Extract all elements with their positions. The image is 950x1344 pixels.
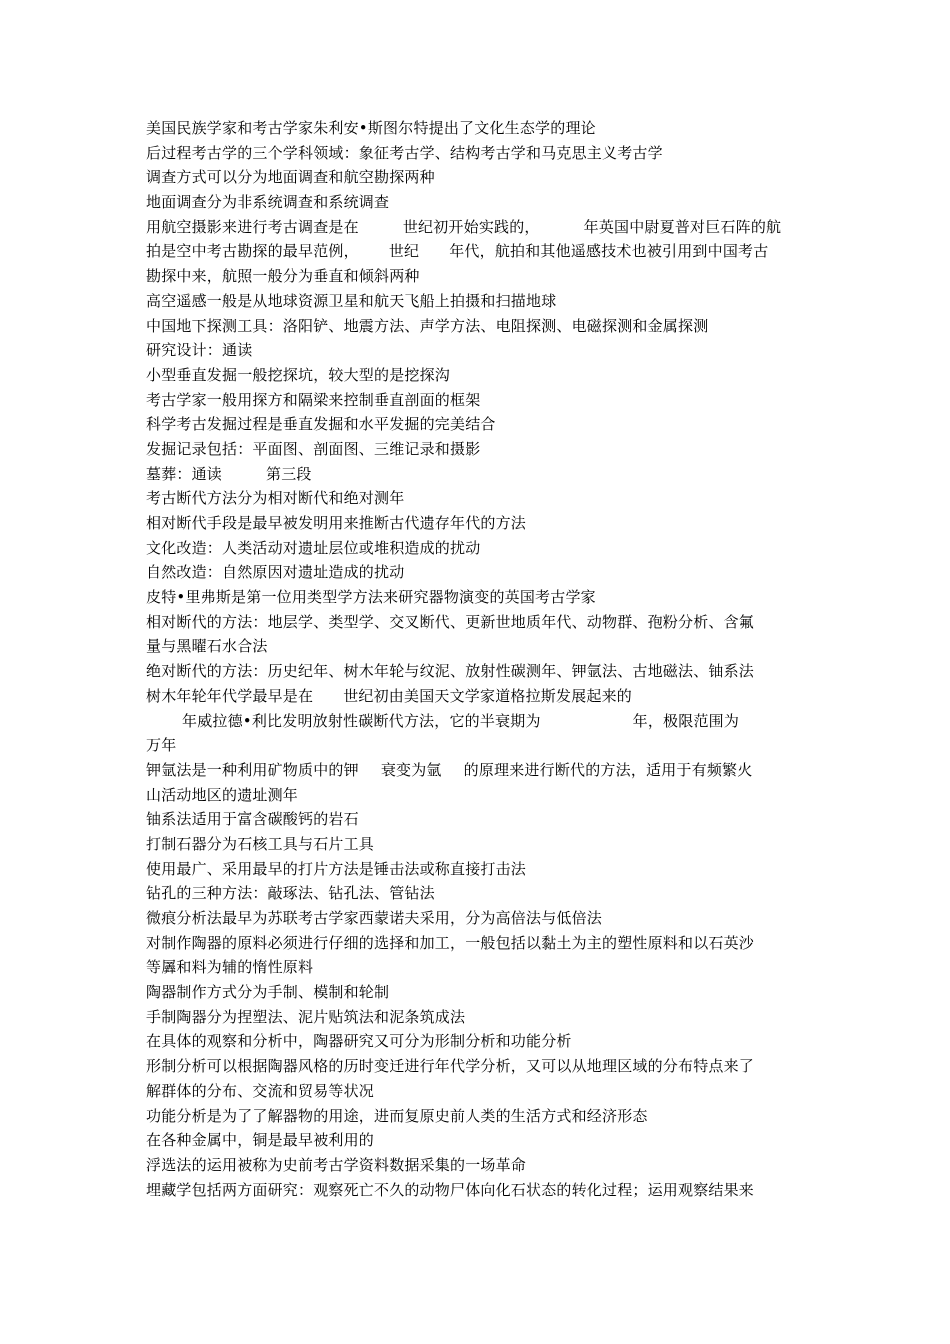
text-line — [146, 462, 810, 487]
text-line: 解群体的分布、交流和贸易等状况 — [146, 1081, 375, 1100]
text-line: 量与黑曜石水合法 — [146, 637, 268, 656]
text-line: 后过程考古学的三个学科领域：象征考古学、结构考古学和马克思主义考古学 — [146, 143, 663, 162]
text-line: 自然改造：自然原因对遗址造成的扰动 — [146, 563, 405, 582]
text-line: 发掘记录包括：平面图、剖面图、三维记录和摄影 — [146, 439, 481, 458]
text-segment: 钾氩法是一种利用矿物质中的钾 — [146, 760, 359, 779]
text-segment: 衰变为氩 — [380, 760, 442, 779]
text-line — [146, 709, 810, 734]
text-segment: 年代，航拍和其他遥感技术也被引用到中国考古 — [449, 242, 769, 261]
text-line: 调查方式可以分为地面调查和航空勘探两种 — [146, 168, 435, 187]
text-line: 等羼和料为辅的惰性原料 — [146, 958, 314, 977]
text-line: 研究设计：通读 — [146, 341, 253, 360]
text-segment: 世纪 — [388, 242, 420, 261]
text-segment: 世纪初开始实践的， — [402, 217, 540, 236]
text-segment: 的原理来进行断代的方法，适用于有频繁火 — [463, 760, 753, 779]
text-line: 形制分析可以根据陶器风格的历时变迁进行年代学分析，又可以从地理区域的分布特点来了 — [146, 1057, 755, 1076]
text-line: 相对断代手段是最早被发明用来推断古代遗存年代的方法 — [146, 514, 527, 532]
text-line: 绝对断代的方法：历史纪年、树木年轮与纹泥、放射性碳测年、钾氩法、古地磁法、铀系法 — [146, 662, 755, 681]
text-line: 铀系法适用于富含碳酸钙的岩石 — [146, 810, 359, 829]
text-line: 对制作陶器的原料必须进行仔细的选择和加工，一般包括以黏土为主的塑性原料和以石英沙 — [146, 933, 755, 952]
text-line: 钻孔的三种方法：敲琢法、钻孔法、管钻法 — [146, 884, 435, 903]
text-segment: 树木年轮年代学最早是在 — [146, 686, 314, 705]
text-line: 山活动地区的遗址测年 — [146, 785, 299, 804]
text-line — [146, 684, 810, 709]
text-line: 勘探中来，航照一般分为垂直和倾斜两种 — [146, 267, 420, 286]
text-line: 万年 — [146, 736, 177, 755]
text-line: 功能分析是为了了解器物的用途，进而复原史前人类的生活方式和经济形态 — [146, 1106, 648, 1125]
text-line — [146, 758, 810, 783]
text-line: 中国地下探测工具：洛阳铲、地震方法、声学方法、电阻探测、电磁探测和金属探测 — [146, 316, 709, 335]
text-line: 地面调查分为非系统调查和系统调查 — [146, 193, 390, 212]
text-line: 高空遥感一般是从地球资源卫星和航天飞船上拍摄和扫描地球 — [146, 291, 557, 310]
text-segment: 年英国中尉夏普对巨石阵的航 — [583, 217, 782, 236]
document-body — [146, 116, 810, 1202]
text-line: 埋藏学包括两方面研究：观察死亡不久的动物尸体向化石状态的转化过程；运用观察结果来 — [146, 1180, 755, 1199]
text-line: 陶器制作方式分为手制、模制和轮制 — [146, 983, 390, 1002]
text-line: 科学考古发掘过程是垂直发掘和水平发掘的完美结合 — [146, 415, 496, 434]
text-line: 使用最广、采用最早的打片方法是锤击法或称直接打击法 — [146, 859, 527, 878]
text-line: 在具体的观察和分析中，陶器研究又可分为形制分析和功能分析 — [146, 1032, 572, 1051]
text-segment: 墓葬：通读 — [146, 464, 223, 483]
text-line: 考古断代方法分为相对断代和绝对测年 — [146, 489, 405, 508]
text-line: 考古学家一般用探方和隔梁来控制垂直剖面的框架 — [146, 390, 481, 409]
text-line: 微痕分析法最早为苏联考古学家西蒙诺夫采用，分为高倍法与低倍法 — [146, 909, 603, 927]
text-line: 文化改造：人类活动对遗址层位或堆积造成的扰动 — [146, 538, 481, 557]
text-line: 相对断代的方法：地层学、类型学、交叉断代、更新世地质年代、动物群、孢粉分析、含氟 — [146, 612, 755, 631]
text-line: 打制石器分为石核工具与石片工具 — [146, 834, 375, 853]
text-line: 浮选法的运用被称为史前考古学资料数据采集的一场革命 — [146, 1155, 527, 1174]
text-segment: 年威拉德•利比发明放射性碳断代方法，它的半衰期为 — [182, 711, 541, 730]
text-line — [146, 215, 810, 240]
text-line: 小型垂直发掘一般挖探坑，较大型的是挖探沟 — [146, 365, 451, 384]
text-line: 皮特•里弗斯是第一位用类型学方法来研究器物演变的英国考古学家 — [146, 588, 596, 607]
text-line: 美国民族学家和考古学家朱利安•斯图尔特提出了文化生态学的理论 — [146, 119, 596, 137]
text-line: 在各种金属中，铜是最早被利用的 — [146, 1131, 375, 1150]
text-segment: 年，极限范围为 — [632, 711, 740, 730]
text-segment: 第三段 — [266, 464, 312, 483]
text-segment: 拍是空中考古勘探的最早范例， — [146, 242, 359, 261]
text-segment: 世纪初由美国天文学家道格拉斯发展起来的 — [343, 686, 633, 705]
text-segment: 用航空摄影来进行考古调查是在 — [146, 217, 359, 236]
text-line: 手制陶器分为捏塑法、泥片贴筑法和泥条筑成法 — [146, 1007, 466, 1026]
text-line — [146, 239, 810, 264]
